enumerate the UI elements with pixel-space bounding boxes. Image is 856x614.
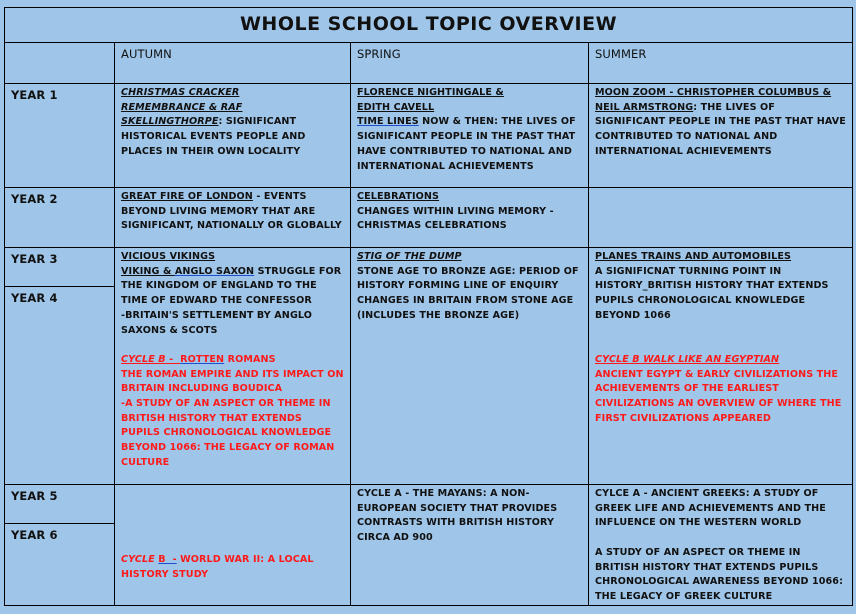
cycle-b-description: THE ROMAN EMPIRE AND ITS IMPACT ON BRITAIN INCLUDING BOUDICA bbox=[121, 368, 344, 395]
cycle-b-topic: CYCLE B WALK LIKE AN EGYPTIAN bbox=[595, 353, 780, 365]
topic-description: - EVENTS BEYOND LIVING MEMORY THAT ARE SIGNIFICANT, NATIONALLY OR GLOBALLY bbox=[121, 191, 342, 232]
topic-title: GREAT FIRE OF LONDON bbox=[121, 191, 253, 202]
table-row-year-3 bbox=[5, 248, 853, 287]
topic-description: : SIGNIFICANT HISTORICAL EVENTS PEOPLE AND PLACES IN THEIR OWN LOCALITY bbox=[121, 116, 306, 157]
header-autumn: AUTUMN bbox=[115, 43, 351, 84]
topic-description: -BRITAIN'S SETTLEMENT BY ANGLO SAXONS & SCOTS bbox=[121, 309, 313, 336]
cycle-b-topic: ROMANS bbox=[224, 353, 276, 365]
header-summer: SUMMER bbox=[589, 43, 853, 84]
topic-title: VIKING & bbox=[121, 265, 175, 277]
year1-summer-cell bbox=[589, 84, 853, 188]
year56-spring-cell bbox=[351, 485, 589, 606]
year34-summer-cell bbox=[589, 248, 853, 485]
table-row-year-1 bbox=[5, 84, 853, 188]
topic-description: CHANGES IN BRITAIN FROM STONE AGE (INCLUDES THE BRONZE AGE) bbox=[357, 295, 574, 321]
year1-spring-cell bbox=[351, 84, 589, 188]
table-row-year-5 bbox=[5, 485, 853, 524]
table-row-year-2 bbox=[5, 188, 853, 248]
topic-title: REMEMBRANCE & RAF bbox=[121, 101, 243, 113]
topic-description: A SIGNIFICNAT TURNING POINT IN HISTORY_BRITISH HISTORY THAT EXTENDS PUPILS CHRONOLOGICAL KNOWLEDGE BEYOND 1066 bbox=[595, 265, 829, 321]
topic-description: STRUGGLE FOR THE KINGDOM OF ENGLAND TO THE TIME OF EDWARD THE CONFESSOR bbox=[121, 265, 342, 307]
topic-title: STIG OF THE DUMP bbox=[357, 251, 462, 262]
year-label: YEAR 3 bbox=[5, 248, 115, 287]
cycle-b-dash: - bbox=[165, 353, 181, 365]
topic-description: STONE AGE TO BRONZE AGE: PERIOD OF HISTORY FORMING LINE OF ENQUIRY bbox=[357, 265, 579, 292]
cycle-letter: B - bbox=[158, 554, 177, 566]
year56-summer-cell bbox=[589, 485, 853, 606]
year2-spring-cell bbox=[351, 188, 589, 248]
header-spring: SPRING bbox=[351, 43, 589, 84]
title-row bbox=[5, 8, 853, 43]
year34-spring-cell bbox=[351, 248, 589, 485]
topic-title: FLORENCE NIGHTINGALE & bbox=[357, 87, 504, 98]
topic-title: VICIOUS VIKINGS bbox=[121, 251, 216, 262]
year-label: YEAR 2 bbox=[5, 188, 115, 248]
topic-description: CYLCE A - ANCIENT GREEKS: A STUDY OF GREEK LIFE AND ACHIEVEMENTS AND THE INFLUENCE ON THE WESTERN WORLD bbox=[595, 488, 826, 529]
year-label: YEAR 6 bbox=[5, 523, 115, 605]
topic-title: CHRISTMAS CRACKER bbox=[121, 87, 240, 98]
topic-title: TIME LINES bbox=[357, 116, 419, 128]
year2-summer-cell bbox=[589, 188, 853, 248]
cycle-description: WORLD WAR II: A LOCAL HISTORY STUDY bbox=[121, 554, 314, 580]
year-label: YEAR 1 bbox=[5, 84, 115, 188]
topic-title: MOON ZOOM - CHRISTOPHER COLUMBUS & NEIL ARMSTRONG bbox=[595, 87, 832, 113]
year-label: YEAR 5 bbox=[5, 485, 115, 524]
topic-title: CELEBRATIONS bbox=[357, 191, 440, 202]
cycle-b-topic: ROTTEN bbox=[180, 353, 225, 365]
cycle-label: CYCLE bbox=[121, 554, 159, 566]
topic-title: SKELLINGTHORPE bbox=[121, 116, 219, 128]
topic-description: NOW & THEN: THE LIVES OF SIGNIFICANT PEOPLE IN THE PAST THAT HAVE CONTRIBUTED TO NATIONAL AND INTERNATIONAL ACHIEVEMENTS bbox=[357, 116, 576, 172]
year1-autumn-cell bbox=[115, 84, 351, 188]
topic-description: A STUDY OF AN ASPECT OR THEME IN BRITISH HISTORY THAT EXTENDS PUPILS CHRONOLOGICAL AWARENESS BEYOND 1066: THE LEGACY OF GREEK CULTURE bbox=[595, 546, 844, 602]
page-title: WHOLE SCHOOL TOPIC OVERVIEW bbox=[5, 8, 853, 43]
cycle-b-description: ANCIENT EGYPT & EARLY CIVILIZATIONS THE ACHIEVEMENTS OF THE EARLIEST CIVILIZATIONS AN OVERVIEW OF WHERE THE FIRST CIVILIZATIONS APPEARED bbox=[595, 368, 842, 424]
header-row bbox=[5, 43, 853, 84]
topic-title: ANGLO SAXON bbox=[174, 265, 255, 277]
year2-autumn-cell bbox=[115, 188, 351, 248]
topic-title: PLANES TRAINS AND AUTOMOBILES bbox=[595, 251, 792, 262]
topic-overview-table bbox=[4, 7, 853, 606]
topic-description: CYCLE A - THE MAYANS: A NON-EUROPEAN SOCIETY THAT PROVIDES CONTRASTS WITH BRITISH HISTORY CIRCA AD 900 bbox=[357, 488, 558, 544]
header-blank bbox=[5, 43, 115, 84]
year34-autumn-cell bbox=[115, 248, 351, 485]
cycle-b-description: -A STUDY OF AN ASPECT OR THEME IN BRITISH HISTORY THAT EXTENDS PUPILS CHRONOLOGICAL KNOWLEDGE BEYOND 1066: THE LEGACY OF ROMAN CULTURE bbox=[121, 398, 335, 468]
topic-title: EDITH CAVELL bbox=[357, 101, 435, 113]
year56-autumn-cell bbox=[115, 485, 351, 606]
topic-description: : THE LIVES OF SIGNIFICANT PEOPLE IN THE PAST THAT HAVE CONTRIBUTED TO NATIONAL AND INTERNATIONAL ACHIEVEMENTS bbox=[595, 101, 846, 157]
year-label: YEAR 4 bbox=[5, 287, 115, 485]
cycle-b-label: CYCLE B bbox=[121, 353, 166, 365]
topic-description: CHANGES WITHIN LIVING MEMORY - CHRISTMAS CELEBRATIONS bbox=[357, 205, 554, 232]
